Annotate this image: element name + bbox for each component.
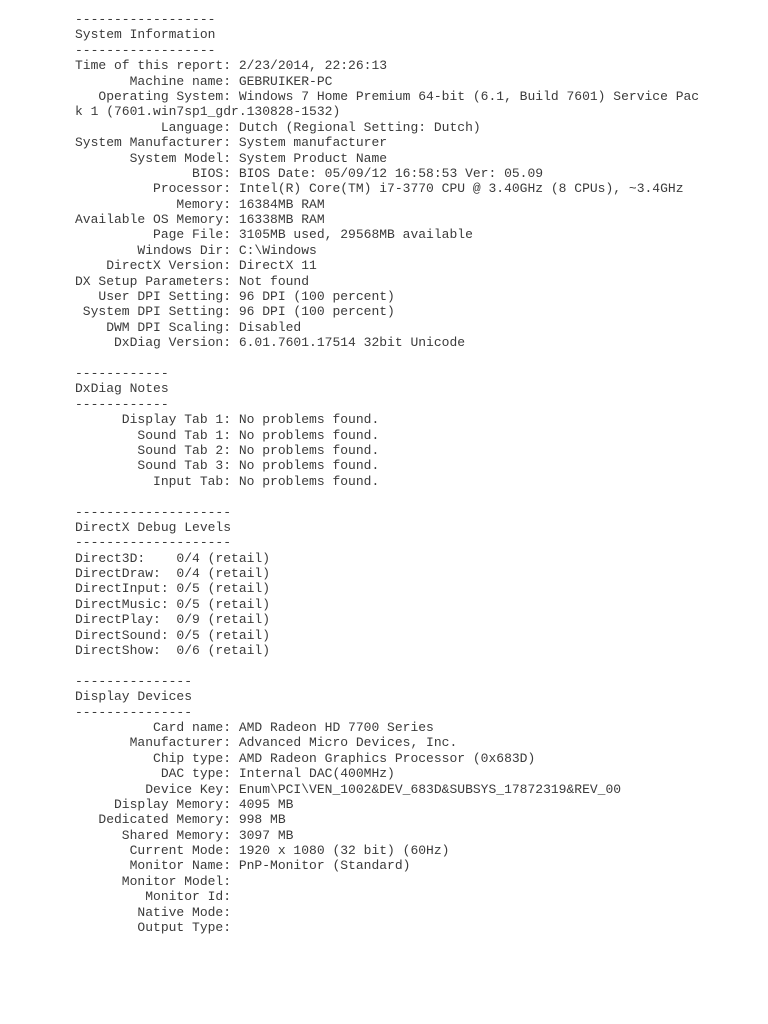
report-line: Memory: 16384MB RAM xyxy=(75,196,325,212)
report-line: DxDiag Version: 6.01.7601.17514 32bit Unicode xyxy=(75,335,466,351)
report-line: Operating System: Windows 7 Home Premium 64-bit (6.1, Build 7601) Service Pac xyxy=(75,88,700,104)
report-line: Processor: Intel(R) Core(TM) i7-3770 CPU @ 3.40GHz (8 CPUs), ~3.4GHz xyxy=(75,181,684,197)
report-line: DirectShow: 0/6 (retail) xyxy=(75,643,271,659)
report-line: Current Mode: 1920 x 1080 (32 bit) (60Hz) xyxy=(75,843,450,859)
report-line: Card name: AMD Radeon HD 7700 Series xyxy=(75,719,434,735)
report-line: DWM DPI Scaling: Disabled xyxy=(75,319,302,335)
report-line: Language: Dutch (Regional Setting: Dutch) xyxy=(75,119,481,135)
report-line: DX Setup Parameters: Not found xyxy=(75,273,310,289)
report-line: Sound Tab 3: No problems found. xyxy=(75,458,380,474)
report-line: -------------------- xyxy=(75,535,232,551)
report-line: System Information xyxy=(75,27,216,43)
report-line: Display Tab 1: No problems found. xyxy=(75,412,380,428)
report-line: Display Devices xyxy=(75,689,193,705)
report-line: Time of this report: 2/23/2014, 22:26:13 xyxy=(75,58,388,74)
report-line: Machine name: GEBRUIKER-PC xyxy=(75,73,333,89)
report-line xyxy=(75,658,699,673)
report-line: Shared Memory: 3097 MB xyxy=(75,827,294,843)
report-line: Display Memory: 4095 MB xyxy=(75,796,294,812)
report-line: Direct3D: 0/4 (retail) xyxy=(75,550,271,566)
report-line: Device Key: Enum\PCI\VEN_1002&DEV_683D&SUBSYS_17872319&REV_00 xyxy=(75,781,622,797)
report-line: Monitor Id: xyxy=(75,889,239,905)
report-line: Output Type: xyxy=(75,920,239,936)
report-line: ------------ xyxy=(75,396,169,412)
report-line: k 1 (7601.win7sp1_gdr.130828-1532) xyxy=(75,104,341,120)
report-line: --------------- xyxy=(75,673,193,689)
report-line: Manufacturer: Advanced Micro Devices, Inc. xyxy=(75,735,458,751)
report-line: Chip type: AMD Radeon Graphics Processor (0x683D) xyxy=(75,750,536,766)
dxdiag-report xyxy=(75,12,699,935)
report-line: DirectMusic: 0/5 (retail) xyxy=(75,596,271,612)
report-line: User DPI Setting: 96 DPI (100 percent) xyxy=(75,289,395,305)
report-line: BIOS: BIOS Date: 05/09/12 16:58:53 Ver: 05.09 xyxy=(75,165,544,181)
report-line xyxy=(75,351,699,366)
report-line: System DPI Setting: 96 DPI (100 percent) xyxy=(75,304,395,320)
report-line: ------------------ xyxy=(75,42,216,58)
report-line: Native Mode: xyxy=(75,904,239,920)
report-line: System Manufacturer: System manufacturer xyxy=(75,135,388,151)
report-line: Monitor Name: PnP-Monitor (Standard) xyxy=(75,858,411,874)
report-line: System Model: System Product Name xyxy=(75,150,388,166)
report-line: ------------------ xyxy=(75,12,216,27)
report-line: Input Tab: No problems found. xyxy=(75,473,380,489)
report-line: Page File: 3105MB used, 29568MB available xyxy=(75,227,473,243)
report-line: DxDiag Notes xyxy=(75,381,169,397)
report-line: DAC type: Internal DAC(400MHz) xyxy=(75,766,395,782)
report-line: Sound Tab 2: No problems found. xyxy=(75,442,380,458)
report-line: DirectSound: 0/5 (retail) xyxy=(75,627,271,643)
report-line: Sound Tab 1: No problems found. xyxy=(75,427,380,443)
report-line: -------------------- xyxy=(75,504,232,520)
report-line: DirectDraw: 0/4 (retail) xyxy=(75,566,271,582)
report-line: DirectX Version: DirectX 11 xyxy=(75,258,317,274)
report-line: DirectPlay: 0/9 (retail) xyxy=(75,612,271,628)
report-line: Dedicated Memory: 998 MB xyxy=(75,812,286,828)
report-line: DirectX Debug Levels xyxy=(75,519,232,535)
report-line: DirectInput: 0/5 (retail) xyxy=(75,581,271,597)
report-line: Windows Dir: C:\Windows xyxy=(75,242,317,258)
report-line: Monitor Model: xyxy=(75,873,239,889)
report-line: ------------ xyxy=(75,365,169,381)
report-line: Available OS Memory: 16338MB RAM xyxy=(75,212,325,228)
report-line xyxy=(75,489,699,504)
report-line: --------------- xyxy=(75,704,193,720)
